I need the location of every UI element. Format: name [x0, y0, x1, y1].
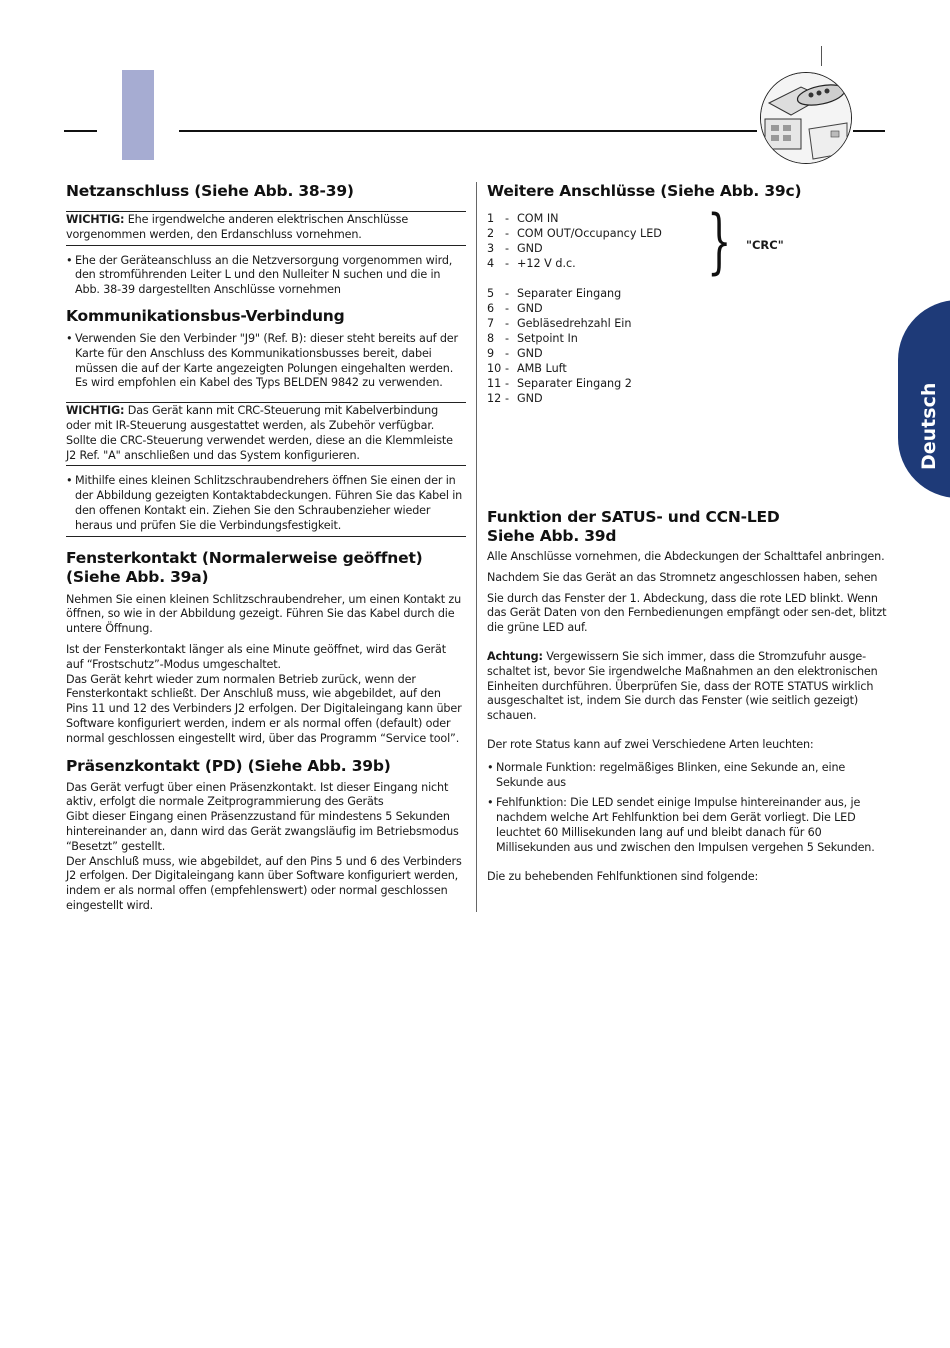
- bus-note: [66, 402, 466, 466]
- weitere-heading: Weitere Anschlüsse (Siehe Abb. 39c): [487, 182, 802, 200]
- pin-row: 10 - AMB Luft: [487, 362, 567, 375]
- bus-note-text: Das Gerät kann mit CRC-Steuerung mit Kabelverbindung oder mit IR-Steuerung ausgestattet werden, als Zubehör verfügbar. Sollte die CRC-Steuerung verwendet werden, diese an die Klemmleiste J2 Ref. "A" anschließen und das System konfigurieren.: [66, 404, 453, 462]
- praesenz-heading: Präsenzkontakt (PD) (Siehe Abb. 39b): [66, 756, 391, 775]
- pin-row: 5 - Separater Eingang: [487, 287, 622, 300]
- pin-row: 7 - Gebläsedrehzahl Ein: [487, 317, 632, 330]
- fenster-p2: Ist der Fensterkontakt länger als eine Minute geöffnet, wird das Gerät auf “Frostschutz”-Modus umgeschaltet.: [66, 642, 446, 671]
- bullet-dot: •: [66, 474, 73, 488]
- achtung-label: Achtung:: [487, 649, 543, 663]
- bullet-dot: •: [66, 331, 73, 345]
- bullet-dot: •: [487, 796, 494, 810]
- led-bullet-2: • Fehlfunktion: Die LED sendet einige Impulse hintereinander aus, je nachdem welche Art Fehlfunktion bei dem Gerät vorliegt. Die LED leuchtet 60 Millisekunden lang auf und bleibt danach für 60 Millisekunden aus und zwischen den Impulsen vergehen 5 Sekunden.: [487, 796, 875, 854]
- netz-note: [66, 211, 466, 246]
- bullet-dot: •: [66, 253, 73, 267]
- bullet-dot: •: [487, 760, 494, 774]
- led-p1: Alle Anschlüsse vornehmen, die Abdeckungen der Schalttafel anbringen.: [487, 550, 885, 563]
- pin-list-group-2: [487, 286, 887, 406]
- led-section: [487, 508, 887, 884]
- bus-bullet: • Verwenden Sie den Verbinder "J9" (Ref. B): dieser steht bereits auf der Karte für den Anschluss des Kommunikationsbusses bereit, dabei müssen die auf der Karte angezeigten Polungen eingehalten werden. Es wird empfohlen ein Kabel des Typs BELDEN 9842 zu verwenden.: [66, 331, 458, 390]
- fenster-heading-2: (Siehe Abb. 39a): [66, 567, 209, 586]
- fenster-p1: Nehmen Sie einen kleinen Schlitzschraubendreher, um einen Kontakt zu öffnen, so wie in der Abbildung gezeigt. Führen Sie das Kabel durch die untere Öffnung.: [66, 592, 462, 636]
- achtung-text: Vergewissern Sie sich immer, dass die Stromzufuhr ausge-schaltet ist, bevor Sie irgendwelche Maßnahmen an den elektronischen Einheiten durchführen. Überprüfen Sie, dass der ROTE STATUS wirklich ausgeschaltet ist, indem Sie durch das Fenster (wie seitlich gezeigt) schauen.: [487, 649, 878, 723]
- pin-row: 12 - GND: [487, 392, 543, 405]
- led-bullet-1: • Normale Funktion: regelmäßiges Blinken, eine Sekunde an, eine Sekunde aus: [487, 760, 846, 789]
- pin-row: 9 - GND: [487, 347, 543, 360]
- led-p5: Die zu behebenden Fehlfunktionen sind folgende:: [487, 869, 759, 883]
- bus-heading: Kommunikationsbus-Verbindung: [66, 306, 345, 325]
- device-thumbnail-image: [760, 72, 852, 164]
- header-rule-right: [853, 130, 885, 132]
- netz-note-text: Ehe irgendwelche anderen elektrischen Anschlüsse vorgenommen werden, den Erdanschluss vornehmen.: [66, 213, 409, 241]
- pin-row: 1 - COM IN: [487, 212, 559, 225]
- netz-heading: Netzanschluss (Siehe Abb. 38-39): [66, 182, 354, 200]
- led-heading-2: Siehe Abb. 39d: [487, 527, 617, 545]
- left-column: [66, 178, 466, 914]
- pin-row: 8 - Setpoint In: [487, 332, 578, 345]
- bus-bullet-2: • Mithilfe eines kleinen Schlitzschraubendrehers öffnen Sie einen der in der Abbildung gezeigten Kontaktabdeckungen. Führen Sie das Kabel in den offenen Kontakt ein. Ziehen Sie den Schraubenzieher wieder heraus und prüfen Sie die Verbindungsfestigkeit.: [66, 474, 466, 536]
- header-tick: [821, 46, 822, 66]
- fenster-p3: Das Gerät kehrt wieder zum normalen Betrieb zurück, wenn der Fensterkontakt schließt. Der Anschluß muss, wie abgebildet, auf den Pins 11 und 12 des Verbinders J2 erfolgen. Der Digitaleingang kann über Software konfiguriert werden, indem er als normal offen (default) oder normal geschlossen eingestellt wird, über das Programm “Service tool”.: [66, 672, 462, 745]
- pin-row: 4 - +12 V d.c.: [487, 257, 576, 270]
- right-column: [487, 178, 887, 883]
- pin-row: 3 - GND: [487, 242, 543, 255]
- header-rule-main: [179, 130, 757, 132]
- pin-list-group-1: [487, 211, 887, 271]
- pin-row: 6 - GND: [487, 302, 543, 315]
- header-rule-left: [64, 130, 97, 132]
- pin-row: 11 - Separater Eingang 2: [487, 377, 632, 390]
- pin-row: 2 - COM OUT/Occupancy LED: [487, 227, 662, 240]
- led-p2: Nachdem Sie das Gerät an das Stromnetz angeschlossen haben, sehen: [487, 570, 878, 584]
- fenster-heading-1: Fensterkontakt (Normalerweise geöffnet): [66, 548, 423, 567]
- netz-note-label: WICHTIG:: [66, 213, 125, 226]
- header-accent-bar: [122, 70, 154, 160]
- column-divider: [476, 182, 477, 912]
- praesenz-p2: Gibt dieser Eingang einen Präsenzzustand für mindestens 5 Sekunden hintereinander an, dann wird das Gerät zwangsläufig im Betriebsmodus “Besetzt” gestellt.: [66, 810, 459, 853]
- netz-bullet: • Ehe der Geräteanschluss an die Netzversorgung vorgenommen wird, den stromführenden Leiter L und den Nulleiter N suchen und die in Abb. 38-39 dargestellten Anschlüsse vornehmen: [66, 253, 453, 297]
- crc-brace: }: [707, 200, 732, 282]
- praesenz-p3: Der Anschluß muss, wie abgebildet, auf den Pins 5 und 6 des Verbinders J2 erfolgen. Der Digitaleingang kann über Software konfiguriert werden, indem er als normal offen (empfehlenswert) oder normal geschlossen eingestellt wird.: [66, 854, 462, 912]
- language-tab-label: Deutsch: [918, 382, 940, 470]
- praesenz-p1: Das Gerät verfugt über einen Präsenzkontakt. Ist dieser Eingang nicht aktiv, erfolgt die normale Zeitprogrammierung des Geräts: [66, 780, 449, 809]
- led-p4: Der rote Status kann auf zwei Verschiedene Arten leuchten:: [487, 737, 814, 751]
- bus-note-label: WICHTIG:: [66, 404, 125, 418]
- crc-label: "CRC": [746, 238, 784, 252]
- led-achtung: [487, 650, 887, 724]
- led-p3: Sie durch das Fenster der 1. Abdeckung, dass die rote LED blinkt. Wenn das Gerät Daten von den Fernbedienungen empfängt oder sen-det, blitzt die grüne LED auf.: [487, 591, 887, 635]
- led-heading-1: Funktion der SATUS- und CCN-LED: [487, 508, 780, 526]
